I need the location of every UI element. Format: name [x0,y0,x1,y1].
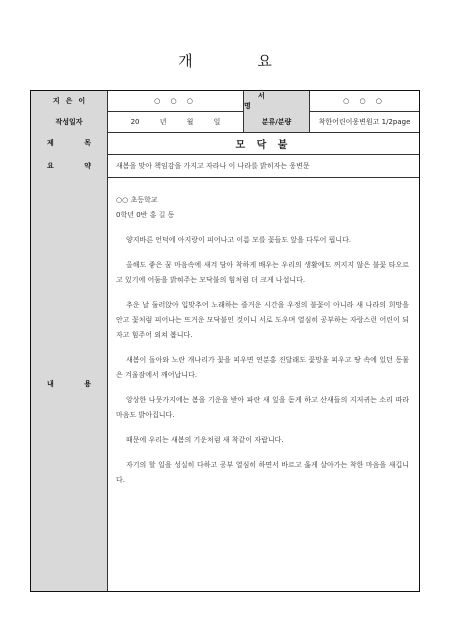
page-title: 개 요 [178,52,302,70]
student-name: 0학년 0반 홍 길 동 [116,211,175,219]
author-label: 지은이 [31,91,107,111]
paragraph: 때문에 우리는 새봄의 기운처럼 새 착같이 자랍니다. [126,436,284,444]
school-name: ○○ 초등학교 [116,196,158,204]
content-section [31,177,419,591]
content-label: 내 용 [31,177,107,591]
paragraph: 양지바른 언덕에 아지랑이 피어나고 이름 모를 꽃들도 앞을 다투어 핍니다. [126,236,352,244]
date-row [31,111,419,133]
subject-label: 제 목 [31,132,107,154]
outline-form [30,90,420,592]
content-body[interactable] [107,177,419,591]
author-value[interactable]: ○ ○ ○ [107,91,243,111]
author-row [31,91,419,112]
paragraph: 새봄이 돌아와 노란 개나리가 꽃을 피우면 연분홍 진달래도 꽃망울 피우고 땅 속에 있던 동물은 겨울잠에서 깨어납니다. [116,356,409,379]
summary-label: 요 약 [31,154,107,177]
date-value[interactable]: 20 년 월 일 [107,111,243,132]
paragraph: 앙상한 나뭇가지에는 봄을 기운을 받아 파란 새 잎을 돋게 하고 산새들의 지저귀는 소리 따라 마음도 밝아집니다. [116,396,409,419]
paragraph: 올해도 좋은 꿈 마음속에 새겨 담아 착하게 배우는 우리의 생활에도 꺼지지 않은 불꽃 타오르고 있기에 어둠을 밝혀주는 모닥불의 힘처럼 더 크게 나섭니다. [116,261,409,284]
paragraph: 추운 날 둘러앉아 입맞추어 노래하는 즐거운 시간을 우정의 불꽃이 아니라 새 나라의 희망을 안고 꽃처럼 피어나는 뜨거운 모닥불인 것이니 서로 도우며 열심히 공부하는 자랑스런 어린이 되자고 힘주어 외쳐 봅니다. [116,301,409,339]
writer-label: 서 명 [243,91,309,111]
summary-value[interactable]: 새봄을 맞아 책임감을 가지고 자라나 이 나라를 밝히자는 웅변문 [107,154,419,177]
subject-value[interactable]: 모 닥 불 [107,132,419,154]
paragraph: 자기의 할 일을 성실히 다하고 공부 열심히 하면서 바르고 옳게 살아가는 착한 마음을 새깁니다. [116,461,409,484]
writer-value[interactable]: ○ ○ ○ [309,91,419,111]
subject-row [31,132,419,155]
date-label: 작성일자 [31,111,107,132]
summary-row [31,154,419,178]
category-value[interactable]: 착한어린이웅변원고 1/2page [309,111,419,132]
category-label: 분류/분량 [243,111,309,132]
